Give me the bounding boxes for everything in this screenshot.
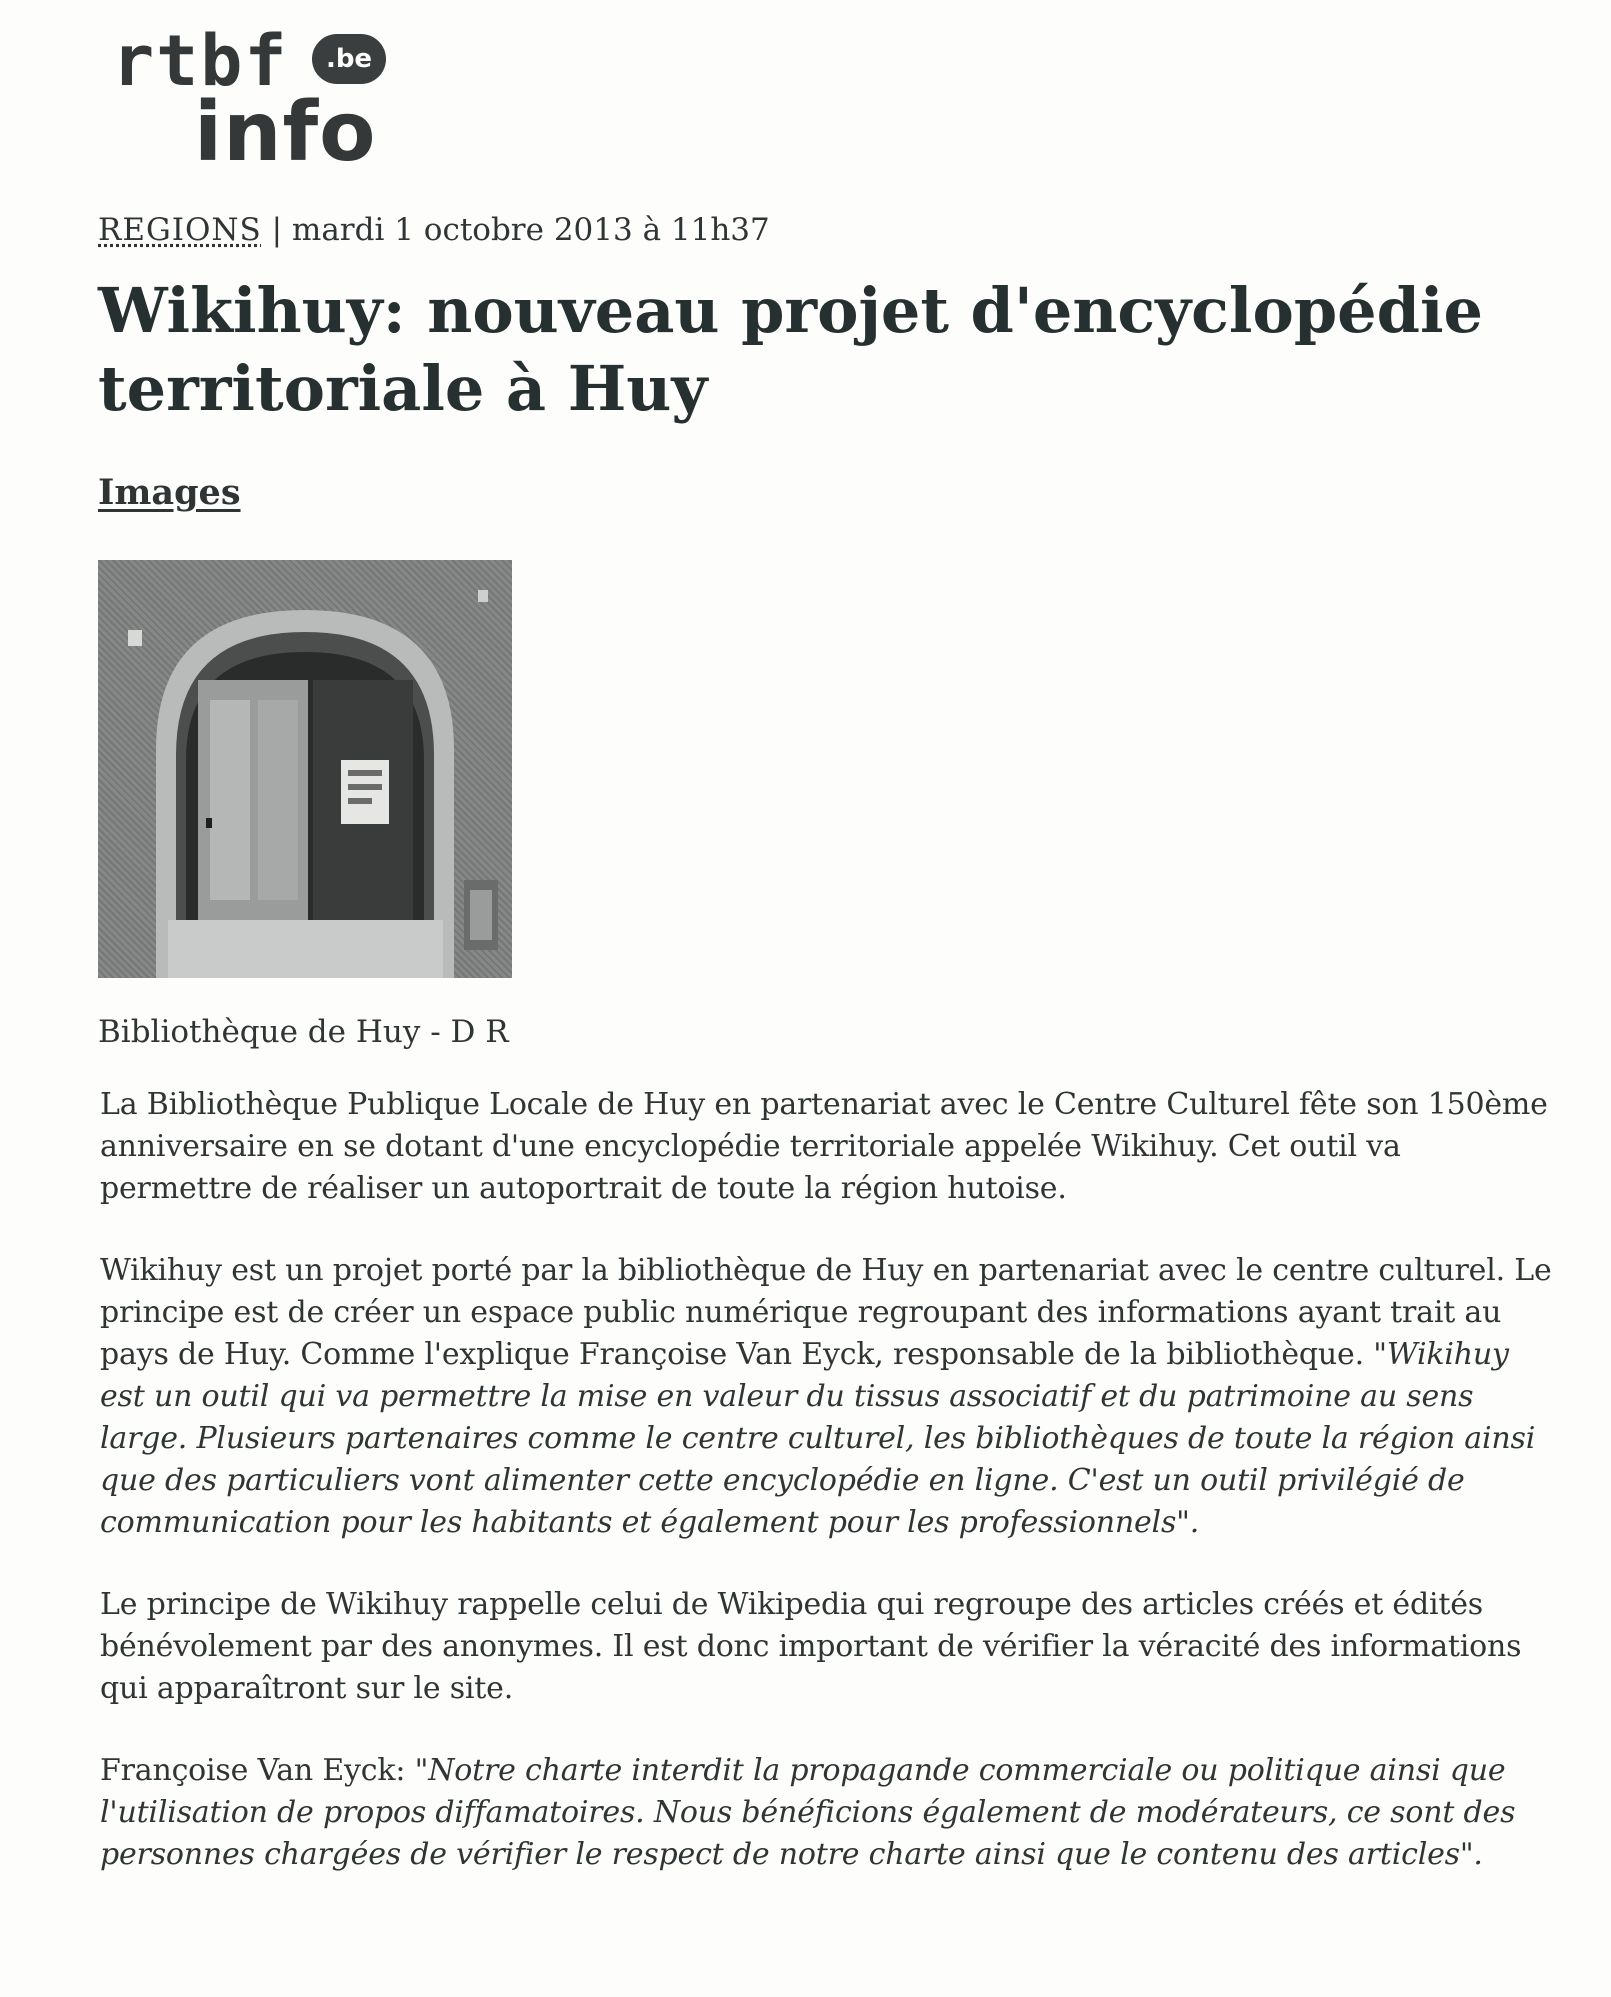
images-link[interactable]: Images <box>98 472 241 513</box>
paragraph-charter <box>100 1750 1560 1876</box>
library-entrance-photo[interactable] <box>98 560 512 978</box>
meta-separator: | <box>261 212 292 248</box>
paragraph-project-text: Wikihuy est un projet porté par la bibliothèque de Huy en partenariat avec le centre culturel. Le principe est de créer un espace public numérique regroupant des informations ayant trait au pays de Huy. Comme l'explique Françoise Van Eyck, responsable de la bibliothèque. <box>100 1253 1552 1372</box>
rtbf-info-logo[interactable] <box>112 20 402 180</box>
article-body <box>100 1084 1560 1916</box>
photo-illustration <box>98 560 512 978</box>
logo-section-text: info <box>194 85 377 180</box>
logo-brand-text: rtbf <box>112 20 289 102</box>
photo-caption: Bibliothèque de Huy - D R <box>98 1014 509 1050</box>
paragraph-charter-speaker: Françoise Van Eyck: <box>100 1753 415 1788</box>
paragraph-charter-quote: "Notre charte interdit la propagande commerciale ou politique ainsi que l'utilisation de propos diffamatoires. Nous bénéficions également de modérateurs, ce sont des personnes chargées de vérifier le respect de notre charte ainsi que le contenu des articles". <box>100 1753 1516 1872</box>
paragraph-project <box>100 1250 1560 1544</box>
paragraph-intro: La Bibliothèque Publique Locale de Huy en partenariat avec le Centre Culturel fête son 150ème anniversaire en se dotant d'une encyclopédie territoriale appelée Wikihuy. Cet outil va permettre de réaliser un autoportrait de toute la région hutoise. <box>100 1087 1548 1206</box>
category-link[interactable]: REGIONS <box>98 212 262 248</box>
article-meta <box>98 210 770 250</box>
logo-domain-badge: .be <box>312 34 386 84</box>
article-headline: Wikihuy: nouveau projet d'encyclopédie territoriale à Huy <box>98 274 1483 425</box>
publication-date: mardi 1 octobre 2013 à 11h37 <box>291 212 770 248</box>
paragraph-project-quote: "Wikihuy est un outil qui va permettre la mise en valeur du tissus associatif et du patrimoine au sens large. Plusieurs partenaires comme le centre culturel, les bibliothèques de toute la région ainsi que des particuliers vont alimenter cette encyclopédie en ligne. C'est un outil privilégié de communication pour les habitants et également pour les professionnels". <box>100 1337 1536 1540</box>
paragraph-wikipedia: Le principe de Wikihuy rappelle celui de Wikipedia qui regroupe des articles créés et édités bénévolement par des anonymes. Il est donc important de vérifier la véracité des informations qui apparaîtront sur le site. <box>100 1587 1522 1706</box>
